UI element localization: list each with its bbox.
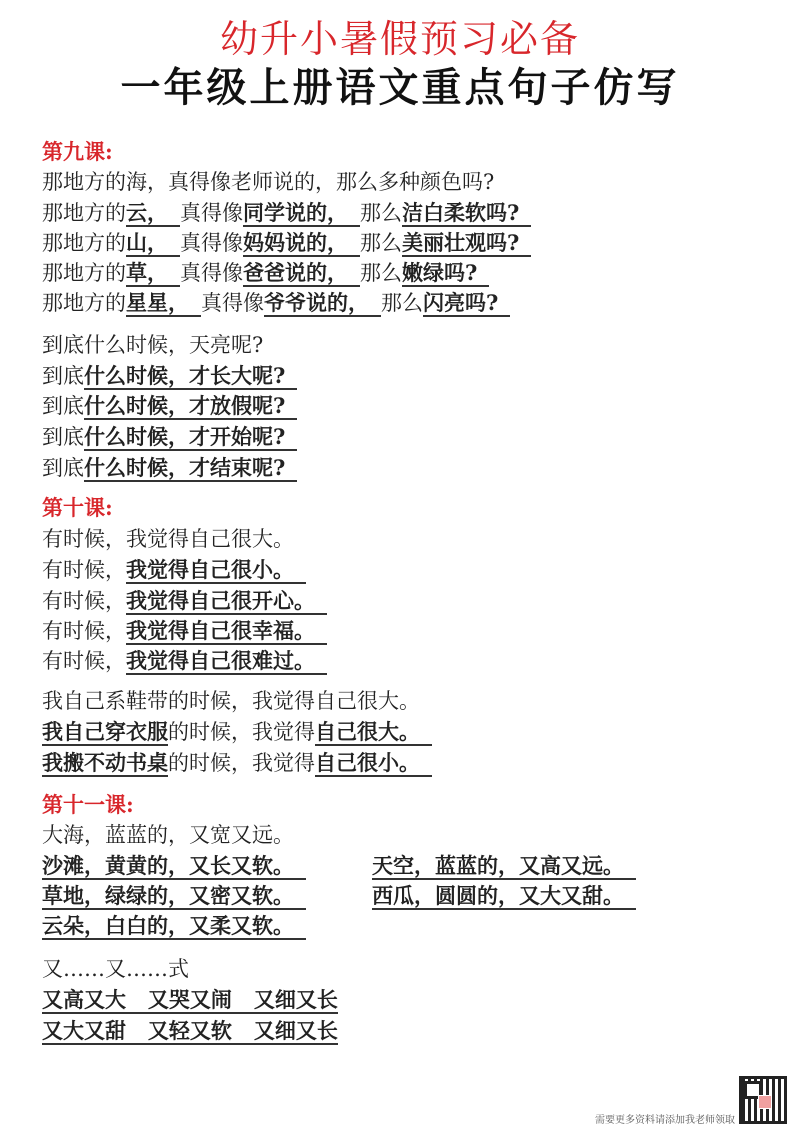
lesson-10-line-6: 我搬不动书桌的时候，我觉得自己很小。	[42, 749, 432, 777]
lesson-11-row-1: 又高又大 又哭又闹 又细又长	[42, 987, 338, 1012]
lesson-11-heading: 第十一课:	[42, 792, 134, 817]
lesson-11-left-1: 沙滩，黄黄的，又长又软。	[42, 852, 306, 880]
lesson-10-line-3: 有时候，我觉得自己很幸福。	[42, 617, 327, 645]
lesson-11-row-2: 又大又甜 又轻又软 又细又长	[42, 1018, 338, 1043]
lesson-11-model-1: 大海，蓝蓝的，又宽又远。	[42, 823, 294, 847]
lesson-9-line-5: 到底什么时候，才长大呢?	[42, 362, 297, 390]
lesson-11-left-3: 云朵，白白的，又柔又软。	[42, 912, 306, 940]
lesson-11-left-2: 草地，绿绿的，又密又软。	[42, 882, 306, 910]
lesson-9-model-1: 那地方的海，真得像老师说的，那么多种颜色吗?	[42, 170, 495, 194]
lesson-9-line-1: 那地方的云， 真得像同学说的， 那么洁白柔软吗?	[42, 199, 531, 227]
qr-code-image	[739, 1076, 787, 1124]
lesson-9-heading: 第九课:	[42, 139, 113, 164]
lesson-10-line-5: 我自己穿衣服的时候，我觉得自己很大。	[42, 718, 432, 746]
lesson-9-line-2: 那地方的山， 真得像妈妈说的， 那么美丽壮观吗?	[42, 229, 531, 257]
lesson-10-line-1: 有时候，我觉得自己很小。	[42, 556, 306, 584]
lesson-9-line-8: 到底什么时候，才结束呢?	[42, 454, 297, 482]
lesson-10-heading: 第十课:	[42, 495, 113, 520]
footer-note: 需要更多资料请添加我老师领取	[595, 1115, 735, 1126]
lesson-9-line-7: 到底什么时候，才开始呢?	[42, 423, 297, 451]
lesson-9-line-4: 那地方的星星， 真得像爷爷说的， 那么闪亮吗?	[42, 289, 510, 317]
lesson-10-model-2: 我自己系鞋带的时候，我觉得自己很大。	[42, 689, 420, 713]
lesson-9-line-3: 那地方的草， 真得像爸爸说的， 那么嫩绿吗?	[42, 259, 489, 287]
lesson-10-line-4: 有时候，我觉得自己很难过。	[42, 647, 327, 675]
lesson-11-model-2: 又……又……式	[42, 957, 189, 981]
lesson-10-line-2: 有时候，我觉得自己很开心。	[42, 587, 327, 615]
page-subtitle: 一年级上册语文重点句子仿写	[120, 64, 680, 111]
lesson-9-line-6: 到底什么时候，才放假呢?	[42, 392, 297, 420]
lesson-9-model-2: 到底什么时候，天亮呢?	[42, 333, 264, 357]
lesson-10-model-1: 有时候，我觉得自己很大。	[42, 527, 294, 551]
page-title: 幼升小暑假预习必备	[219, 17, 580, 61]
lesson-11-right-1: 天空，蓝蓝的，又高又远。	[372, 852, 636, 880]
lesson-11-right-2: 西瓜，圆圆的，又大又甜。	[372, 882, 636, 910]
